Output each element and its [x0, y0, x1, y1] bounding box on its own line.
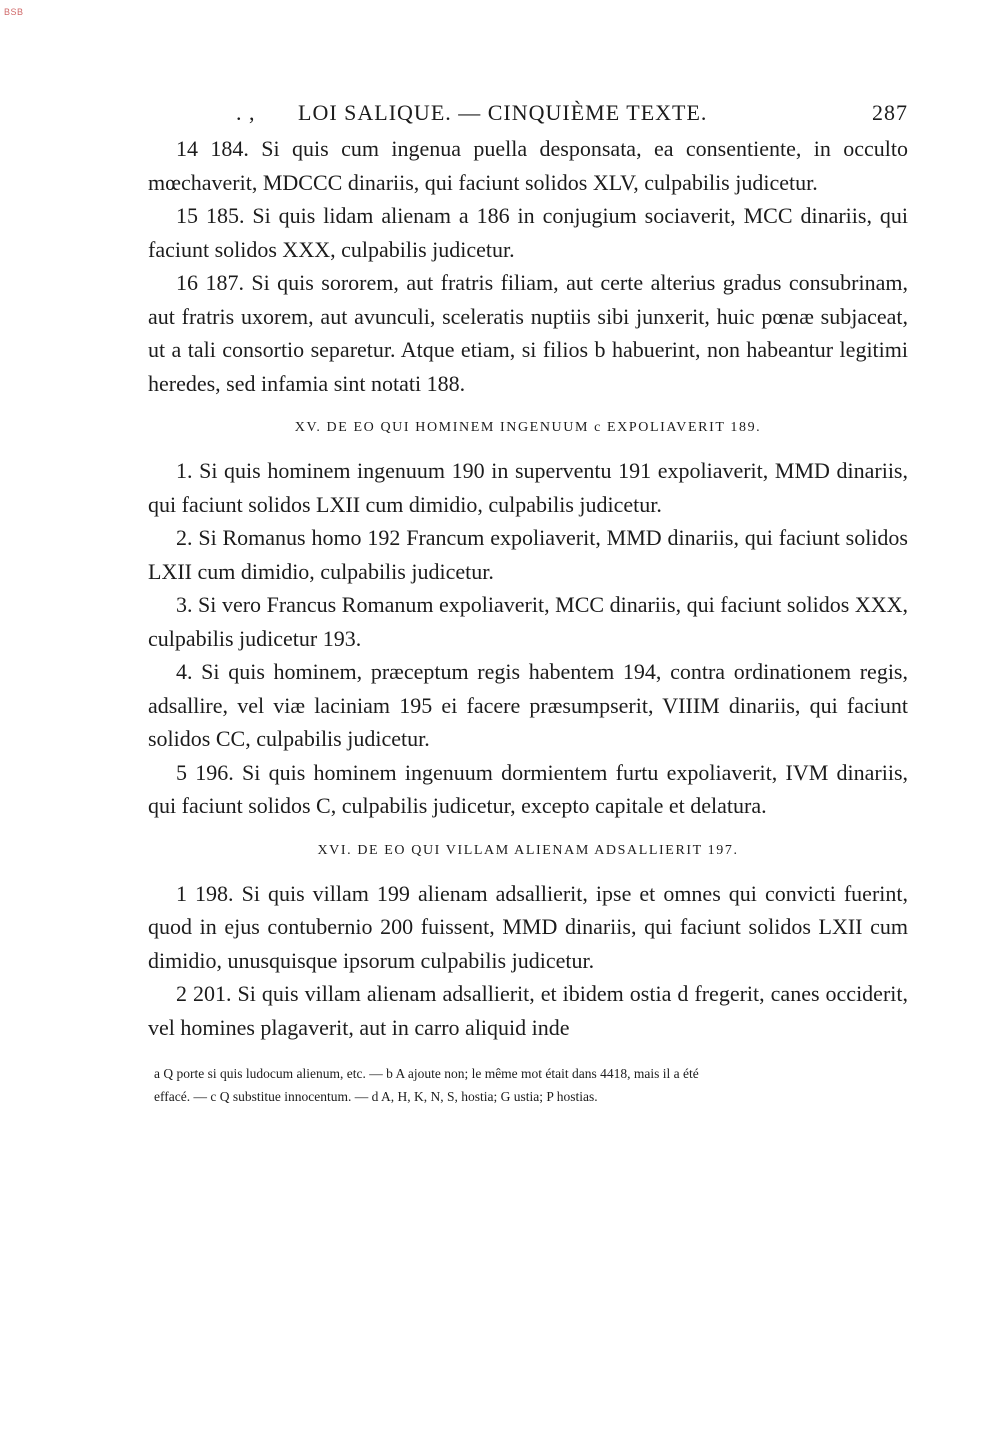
footnote-line-2: effacé. — c Q substitue innocentum. — d A, H, K, N, S, hostia; G ustia; P hostias. — [154, 1089, 598, 1104]
footnotes — [148, 1062, 908, 1108]
xv-article-1: 1. Si quis hominem ingenuum 190 in superventu 191 expoliaverit, MMD dinariis, qui faciunt solidos LXII cum dimidio, culpabilis judicetur. — [148, 458, 908, 517]
paragraph-16: 16 187. Si quis sororem, aut fratris filiam, aut certe alterius gradus consubrinam, aut fratris uxorem, aut avunculi, sceleratis nuptiis sibi junxerit, huic pœnæ subjaceat, ut a tali consortio separetur. Atque etiam, si filios b habuerint, non habeantur legitimi heredes, sed infamia sint notati 188. — [148, 270, 908, 396]
xvi-article-2: 2 201. Si quis villam alienam adsallierit, et ibidem ostia d fregerit, canes occiderit, vel homines plagaverit, aut in carro aliquid inde — [148, 981, 908, 1040]
section-heading-xvi: XVI. DE EO QUI VILLAM ALIENAM ADSALLIERIT 197. — [317, 842, 739, 858]
paragraph-15: 15 185. Si quis lidam alienam a 186 in conjugium sociaverit, MCC dinariis, qui faciunt solidos XXX, culpabilis judicetur. — [148, 203, 908, 262]
xv-article-4: 4. Si quis hominem, præceptum regis habentem 194, contra ordinationem regis, adsallire, vel viæ laciniam 195 ei facere præsumpserit, VIIIM dinariis, qui faciunt solidos CC, culpabilis judicetur. — [148, 659, 908, 751]
page-number: 287 — [872, 100, 908, 125]
section-heading-xv: XV. DE EO QUI HOMINEM INGENUUM c EXPOLIAVERIT 189. — [294, 420, 762, 435]
footnote-line-1: a Q porte si quis ludocum alienum, etc. — b A ajoute non; le même mot était dans 4418, mais il a été — [154, 1066, 699, 1081]
xvi-article-1: 1 198. Si quis villam 199 alienam adsallierit, ipse et omnes qui convicti fuerint, quod in ejus contubernio 200 fuissent, MMD dinariis, qui faciunt solidos LXII cum dimidio, unusquisque ipsorum culpabilis judicetur. — [148, 880, 908, 973]
xv-article-2: 2. Si Romanus homo 192 Francum expoliaverit, MMD dinariis, qui faciunt solidos LXII cum dimidio, culpabilis judicetur. — [148, 525, 908, 584]
paragraph-14: 14 184. Si quis cum ingenua puella desponsata, ea consentiente, in occulto mœchaverit, MDCCC dinariis, qui faciunt solidos XLV, culpabilis judicetur. — [148, 136, 908, 195]
xv-article-3: 3. Si vero Francus Romanum expoliaverit, MCC dinariis, qui faciunt solidos XXX, culpabilis judicetur 193. — [148, 592, 908, 651]
header-marks: . , — [236, 100, 256, 125]
xv-article-5: 5 196. Si quis hominem ingenuum dormientem furtu expoliaverit, IVM dinariis, qui faciunt solidos C, culpabilis judicetur, excepto capitale et delatura. — [148, 759, 908, 818]
library-stamp: BSB — [4, 7, 24, 17]
page-content — [148, 96, 908, 1108]
page-title: LOI SALIQUE. — CINQUIÈME TEXTE. — [298, 100, 708, 125]
running-header — [148, 96, 908, 132]
